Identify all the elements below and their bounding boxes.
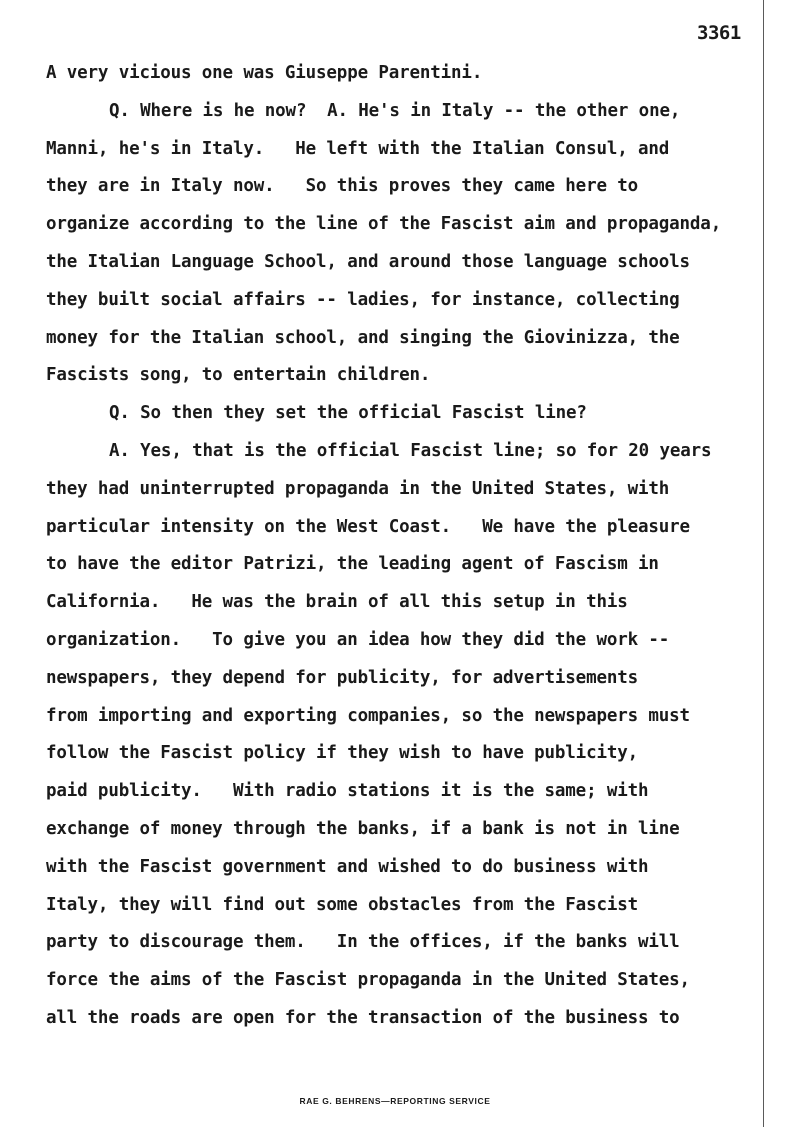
transcript-line: organize according to the line of the Fascist aim and propaganda, bbox=[46, 214, 722, 235]
transcript-line: they built social affairs -- ladies, for instance, collecting bbox=[46, 289, 680, 310]
transcript-line: organization. To give you an idea how they did the work -- bbox=[46, 629, 670, 650]
transcript-line: all the roads are open for the transaction of the business to bbox=[46, 1007, 680, 1028]
transcript-line: Italy, they will find out some obstacles from the Fascist bbox=[46, 894, 638, 915]
transcript-line: A. Yes, that is the official Fascist line; so for 20 years bbox=[109, 440, 712, 461]
transcript-line: Fascists song, to entertain children. bbox=[46, 365, 431, 386]
transcript-line: from importing and exporting companies, so the newspapers must bbox=[46, 705, 690, 726]
transcript-line: newspapers, they depend for publicity, for advertisements bbox=[46, 667, 638, 688]
transcript-line: Manni, he's in Italy. He left with the Italian Consul, and bbox=[46, 138, 670, 159]
transcript-line: money for the Italian school, and singing the Giovinizza, the bbox=[46, 327, 680, 348]
transcript-line: Q. Where is he now? A. He's in Italy -- the other one, bbox=[109, 100, 681, 121]
transcript-line: to have the editor Patrizi, the leading agent of Fascism in bbox=[46, 554, 659, 575]
transcript-line: Q. So then they set the official Fascist line? bbox=[109, 403, 587, 424]
transcript-line: with the Fascist government and wished to do business with bbox=[46, 856, 649, 877]
transcript-line: particular intensity on the West Coast. We have the pleasure bbox=[46, 516, 690, 537]
reporter-footer: RAE G. BEHRENS—REPORTING SERVICE bbox=[299, 1096, 491, 1106]
transcript-line: they had uninterrupted propaganda in the United States, with bbox=[46, 478, 670, 499]
transcript-line: the Italian Language School, and around those language schools bbox=[46, 251, 690, 272]
transcript-line: exchange of money through the banks, if a bank is not in line bbox=[46, 818, 680, 839]
transcript-line: party to discourage them. In the offices, if the banks will bbox=[46, 932, 680, 953]
page-number: 3361 bbox=[697, 22, 741, 44]
transcript-line: follow the Fascist policy if they wish to have publicity, bbox=[46, 743, 638, 764]
transcript-body bbox=[46, 60, 800, 1043]
transcript-line: California. He was the brain of all this setup in this bbox=[46, 592, 628, 613]
transcript-line: A very vicious one was Giuseppe Parentini. bbox=[46, 63, 483, 83]
transcript-line: they are in Italy now. So this proves they came here to bbox=[46, 176, 638, 197]
transcript-line: paid publicity. With radio stations it is the same; with bbox=[46, 781, 649, 802]
transcript-line: force the aims of the Fascist propaganda in the United States, bbox=[46, 970, 690, 991]
